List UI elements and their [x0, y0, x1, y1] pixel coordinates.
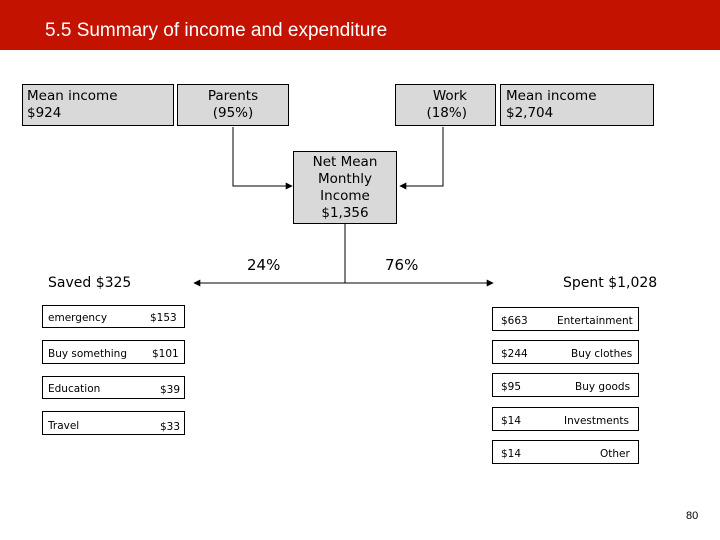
- spent-item-box: [492, 440, 639, 464]
- saved-item-amount: $153: [150, 312, 177, 324]
- net-income-value: $1,356: [321, 205, 369, 221]
- work-pct: (18%): [426, 105, 467, 121]
- saved-percentage: 24%: [247, 256, 281, 274]
- net-income-line2: Monthly: [317, 171, 373, 187]
- spent-item-amount: $663: [501, 315, 528, 327]
- mean-income-right-value: $2,704: [506, 105, 554, 121]
- mean-income-left-box: [22, 84, 174, 126]
- saved-item-label: Education: [48, 383, 101, 395]
- saved-item-label: Travel: [48, 420, 80, 432]
- saved-title: Saved $325: [48, 275, 132, 291]
- spent-item-amount: $95: [501, 381, 522, 393]
- spent-title: Spent $1,028: [563, 275, 658, 291]
- work-box: [395, 84, 496, 126]
- spent-item-box: [492, 307, 639, 331]
- mean-income-left-label: Mean income: [27, 88, 118, 104]
- parents-box: [177, 84, 289, 126]
- spent-item-box: [492, 340, 639, 364]
- spent-item-amount: $244: [501, 348, 528, 360]
- work-label: Work: [432, 88, 467, 104]
- page-number: 80: [686, 510, 699, 522]
- page-title: 5.5 Summary of income and expenditure: [45, 20, 388, 41]
- mean-income-right-label: Mean income: [506, 88, 597, 104]
- spent-item-label: Entertainment: [557, 315, 633, 327]
- net-income-line1: Net Mean: [312, 154, 378, 170]
- spent-item-amount: $14: [501, 448, 522, 460]
- spent-item-label: Buy goods: [575, 381, 631, 393]
- spent-item-box: [492, 407, 639, 431]
- spent-item-label: Buy clothes: [571, 348, 633, 360]
- spent-item-amount: $14: [501, 415, 522, 427]
- mean-income-right-box: [500, 84, 654, 126]
- saved-item-box: [42, 340, 185, 364]
- mean-income-left-value: $924: [27, 105, 62, 121]
- saved-item-label: emergency: [48, 312, 108, 324]
- net-income-box: [293, 151, 397, 224]
- spent-item-label: Investments: [564, 415, 629, 427]
- work-arrow: [400, 127, 443, 186]
- saved-item-amount: $33: [160, 421, 181, 433]
- net-income-line3: Income: [320, 188, 370, 204]
- saved-item-box: [42, 376, 185, 399]
- parents-label: Parents: [207, 88, 259, 104]
- spent-item-label: Other: [600, 448, 630, 460]
- saved-item-amount: $39: [160, 384, 181, 396]
- saved-item-amount: $101: [152, 348, 179, 360]
- spent-percentage: 76%: [385, 256, 419, 274]
- saved-item-box: [42, 305, 185, 328]
- saved-item-label: Buy something: [48, 348, 128, 360]
- parents-arrow: [233, 127, 292, 186]
- spent-item-box: [492, 373, 639, 397]
- parents-pct: (95%): [212, 105, 254, 121]
- saved-item-box: [42, 411, 185, 435]
